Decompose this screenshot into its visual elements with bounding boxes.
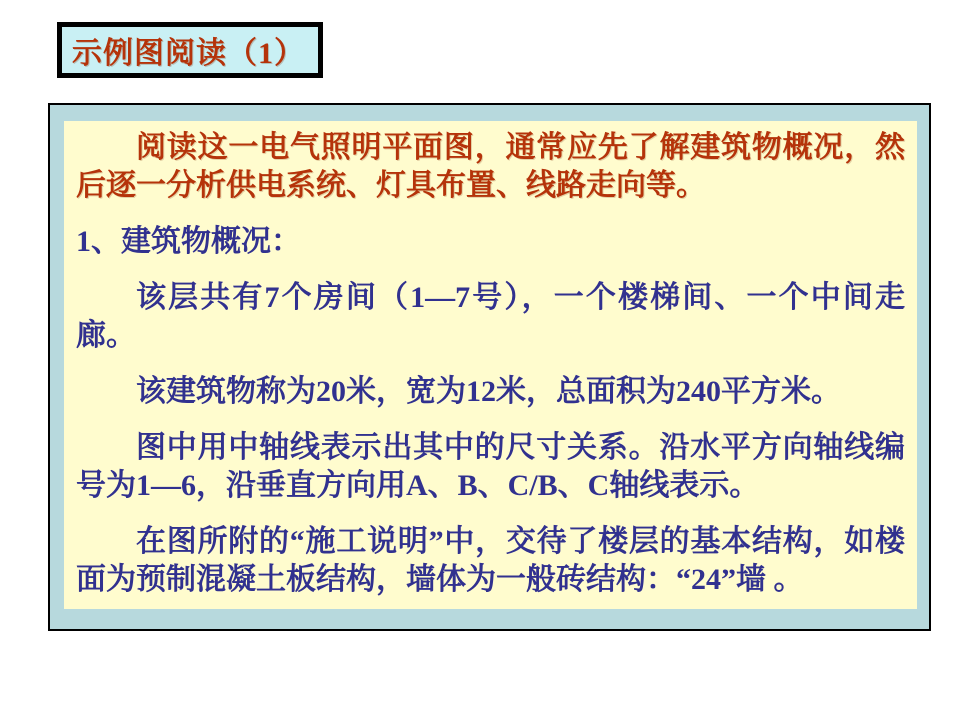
page-title: 示例图阅读（1） — [72, 37, 305, 70]
paragraph-axis-lines: 图中用中轴线表示出其中的尺寸关系。沿水平方向轴线编号为1—6，沿垂直方向用A、B、C/B、C轴线表示。 — [76, 431, 905, 502]
section-heading-building-overview: 1、建筑物概况： — [76, 225, 301, 258]
paragraph-dimensions: 该建筑物称为20米，宽为12米，总面积为240平方米。 — [136, 375, 841, 408]
paragraph-intro: 阅读这一电气照明平面图，通常应先了解建筑物概况，然后逐一分析供电系统、灯具布置、线路走向等。 — [76, 131, 905, 202]
content-panel — [64, 121, 917, 609]
paragraph-construction-notes: 在图所附的“施工说明”中，交待了楼层的基本结构，如楼面为预制混凝土板结构，墙体为一般砖结构：“24”墙 。 — [76, 525, 905, 596]
paragraph-rooms: 该层共有7个房间（1—7号），一个楼梯间、一个中间走廊。 — [76, 281, 905, 352]
content-box — [48, 103, 931, 631]
title-box — [57, 22, 323, 78]
